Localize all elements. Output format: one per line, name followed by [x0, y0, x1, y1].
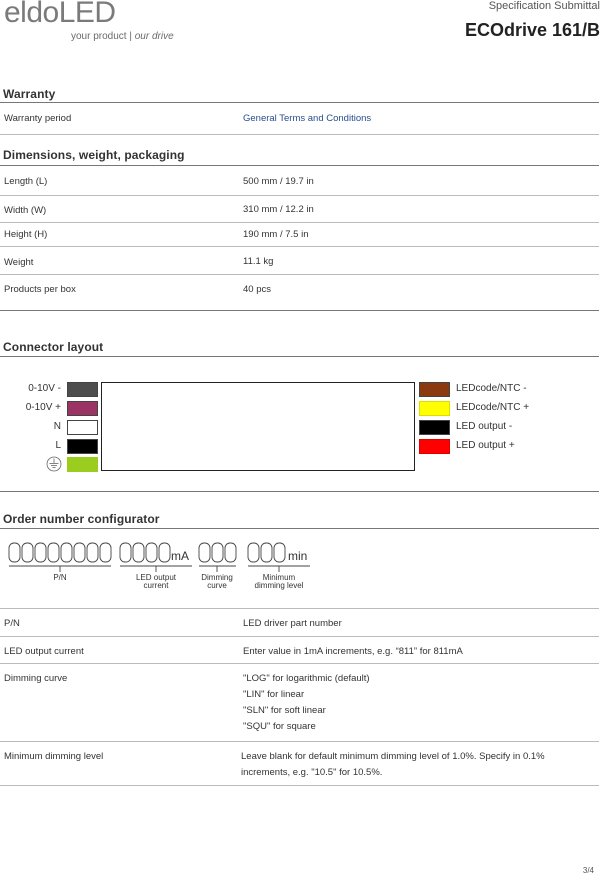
conn-label-ledcode-ntc-plus: LEDcode/NTC +	[456, 402, 530, 413]
tagline-part-a: your product |	[71, 31, 135, 42]
unit-ma: mA	[171, 549, 189, 563]
pn-label: P/N	[4, 618, 20, 629]
led-output-current-value: Enter value in 1mA increments, e.g. “811” for 811mA	[243, 646, 463, 657]
conn-label-n: N	[53, 421, 61, 432]
connector-title: Connector layout	[3, 340, 104, 354]
dimensions-title: Dimensions, weight, packaging	[3, 148, 185, 162]
caption-current-2: current	[143, 581, 169, 590]
led-output-current-label: LED output current	[4, 646, 84, 657]
height-label: Height (H)	[4, 229, 48, 240]
length-label: Length (L)	[4, 176, 48, 187]
dimming-curve-lin: "LIN" for linear	[243, 689, 305, 700]
caption-min-1: Minimum	[262, 573, 296, 582]
dimming-curve-squ: "SQU" for square	[243, 721, 316, 732]
conn-label-l: L	[55, 440, 61, 451]
spec-submittal-label: Specification Submittal	[488, 0, 600, 12]
dimming-curve-log: "LOG" for logarithmic (default)	[243, 673, 370, 684]
conn-label-led-output-plus: LED output +	[456, 440, 515, 451]
conn-label-led-output-minus: LED output -	[456, 421, 513, 432]
minimum-dimming-level-label: Minimum dimming level	[4, 751, 104, 762]
warranty-period-label: Warranty period	[4, 113, 72, 124]
products-per-box-value: 40 pcs	[243, 284, 271, 295]
caption-min-2: dimming level	[254, 581, 304, 590]
logo-led: LED	[58, 0, 116, 29]
width-value: 310 mm / 12.2 in	[243, 204, 314, 215]
minimum-dimming-level-line-1: Leave blank for default minimum dimming level of 1.0%. Specify in 0.1%	[241, 751, 545, 762]
conn-label-010v-minus: 0-10V -	[28, 383, 61, 394]
caption-dimming-2: curve	[207, 581, 227, 590]
row-divider	[0, 636, 599, 637]
row-divider	[0, 785, 599, 786]
conn-label-ledcode-ntc-minus: LEDcode/NTC -	[456, 383, 527, 394]
height-value: 190 mm / 7.5 in	[243, 229, 309, 240]
logo-eldo: eldo	[4, 0, 59, 29]
row-divider	[0, 663, 599, 664]
warranty-title: Warranty	[3, 87, 56, 101]
dimming-curve-label: Dimming curve	[4, 673, 68, 684]
products-per-box-label: Products per box	[4, 284, 76, 295]
row-divider	[0, 608, 599, 609]
dimming-curve-sln: "SLN" for soft linear	[243, 705, 326, 716]
width-label: Width (W)	[4, 205, 47, 216]
tagline-part-b: our drive	[134, 31, 174, 42]
weight-label: Weight	[4, 257, 34, 268]
conn-label-010v-plus: 0-10V +	[25, 402, 61, 413]
minimum-dimming-level-line-2: increments, e.g. "10.5" for 10.5%.	[241, 767, 383, 778]
pn-value: LED driver part number	[243, 618, 342, 629]
weight-value: 11.1 kg	[243, 256, 274, 267]
caption-pn: P/N	[53, 573, 67, 582]
length-value: 500 mm / 19.7 in	[243, 176, 314, 187]
row-divider	[0, 741, 599, 742]
configurator-title: Order number configurator	[3, 512, 160, 526]
caption-dimming-1: Dimming	[201, 573, 233, 582]
product-name: ECOdrive 161/B	[464, 20, 600, 40]
page-number: 3/4	[582, 866, 594, 875]
unit-min: min	[288, 549, 308, 563]
warranty-terms-link[interactable]: General Terms and Conditions	[243, 113, 372, 124]
caption-current-1: LED output	[135, 573, 177, 582]
